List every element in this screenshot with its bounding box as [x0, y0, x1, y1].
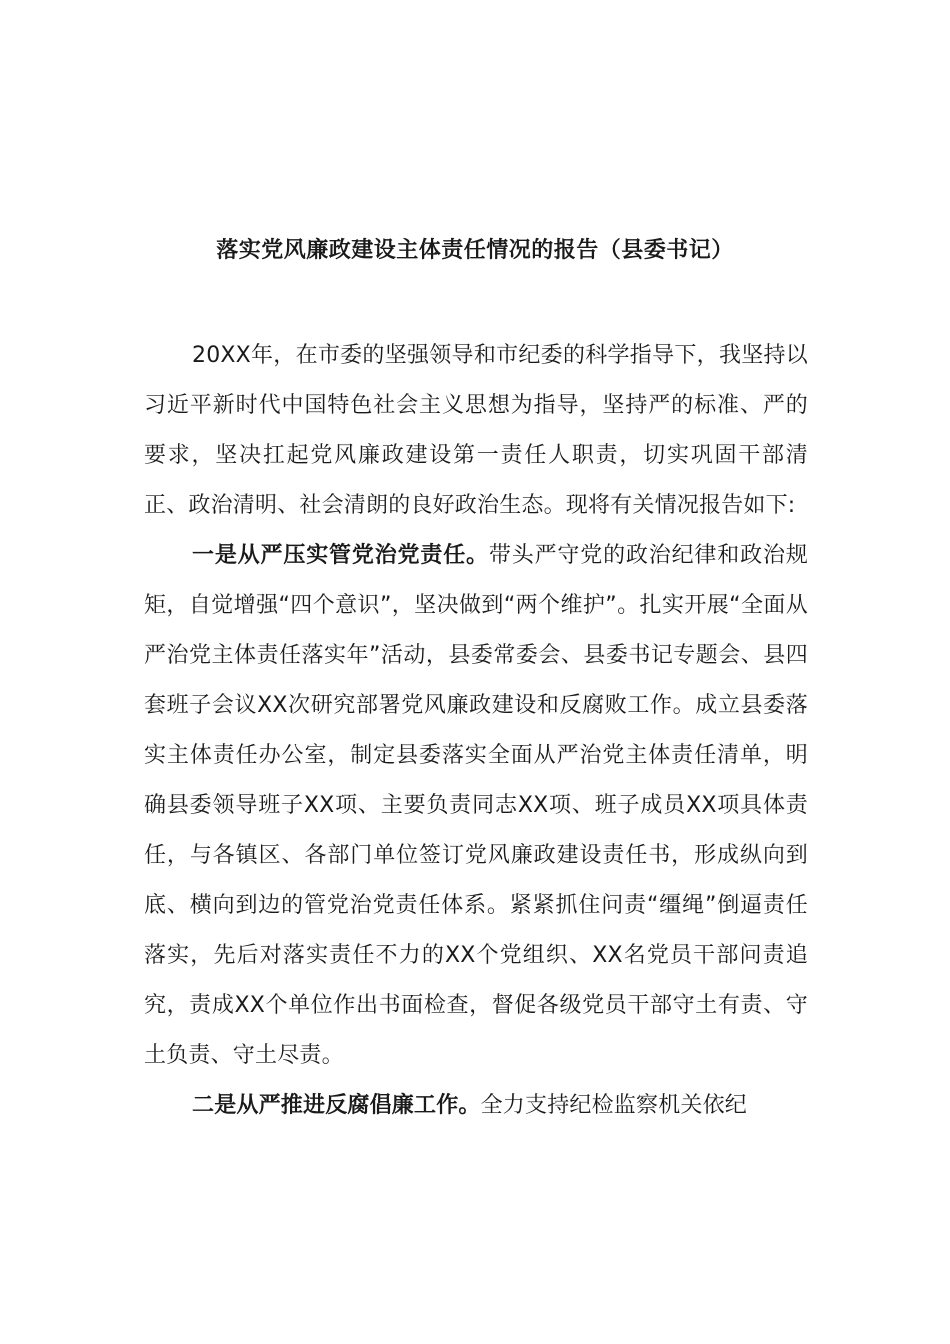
document-title: 落实党风廉政建设主体责任情况的报告（县委书记）: [216, 238, 734, 263]
paragraph-intro: [144, 331, 808, 531]
paragraph-text: 带头严守党的政治纪律和政治规矩，自觉增强“四个意识”，坚决做到“两个维护”。扎实开展“全面从严治党主体责任落实年”活动，县委常委会、县委书记专题会、县四套班子会议XX次研究部署党风廉政建设和反腐败工作。成立县委落实主体责任办公室，制定县委落实全面从严治党主体责任清单，明确县委领导班子XX项、主要负责同志XX项、班子成员XX项具体责任，与各镇区、各部门单位签订党风廉政建设责任书，形成纵向到底、横向到边的管党治党责任体系。紧紧抓住问责“缰绳”倒逼责任落实，先后对落实责任不力的XX个党组织、XX名党员干部问责追究，责成XX个单位作出书面检查，督促各级党员干部守土有责、守土负责、守土尽责。: [144, 543, 808, 1068]
paragraph-lead: 一是从严压实管党治党责任。: [192, 543, 489, 568]
paragraph-text: 全力支持纪检监察机关依纪: [480, 1093, 748, 1118]
paragraph-item-2: [144, 1081, 808, 1131]
paragraph-item-1: [144, 531, 808, 1081]
paragraph-text: 20XX年，在市委的坚强领导和市纪委的科学指导下，我坚持以习近平新时代中国特色社会主义思想为指导，坚持严的标准、严的要求，坚决扛起党风廉政建设第一责任人职责，切实巩固干部清正、政治清明、社会清朗的良好政治生态。现将有关情况报告如下:: [144, 343, 808, 518]
paragraph-lead: 二是从严推进反腐倡廉工作。: [192, 1093, 481, 1118]
document-body: [144, 331, 808, 1131]
